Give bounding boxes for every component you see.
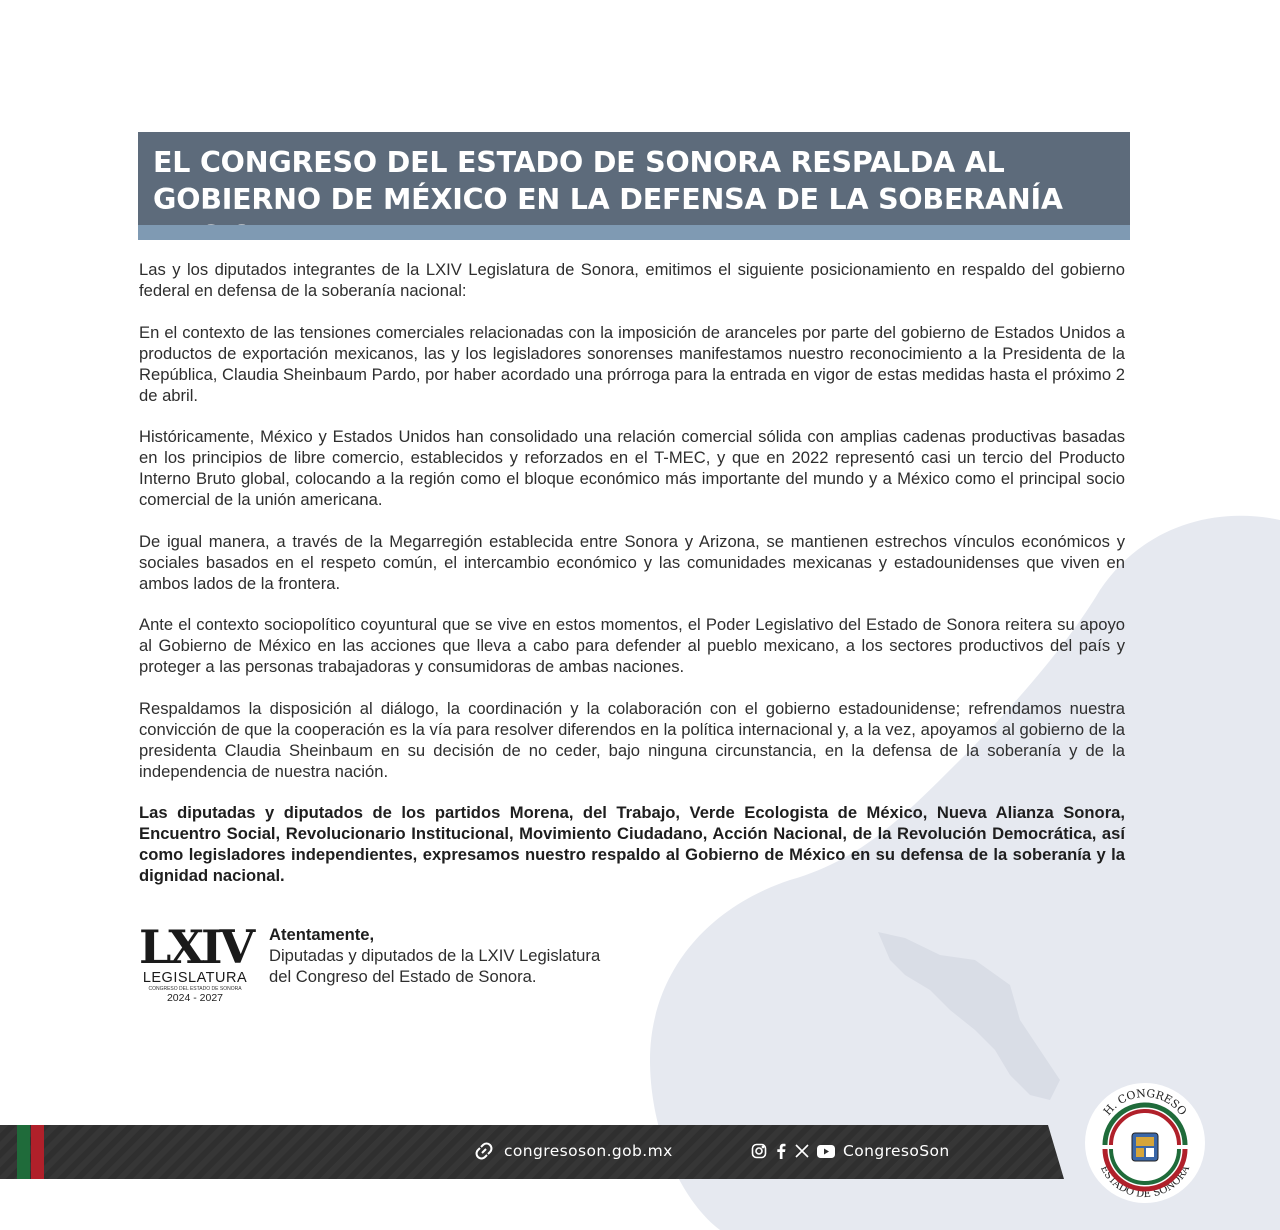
instagram-icon[interactable] bbox=[751, 1143, 767, 1159]
paragraph-closing: Las diputadas y diputados de los partidos Morena, del Trabajo, Verde Ecologista de México, Nueva Alianza Sonora, Encuentro Social, Revolucionario Institucional, Movimiento Ciudadano, Acción Nacional, de la Revolución Democrática, así como legisladores independientes, expresamos nuestro respaldo al Gobierno de México en su defensa de la soberanía y la dignidad nacional. bbox=[139, 803, 1125, 885]
website-url[interactable]: congresoson.gob.mx bbox=[504, 1142, 673, 1160]
signature-greeting: Atentamente, bbox=[269, 925, 375, 944]
statement-body bbox=[139, 259, 1125, 907]
paragraph-intro: Las y los diputados integrantes de la LXIV Legislatura de Sonora, emitimos el siguiente posicionamiento en respaldo del gobierno federal en defensa de la soberanía nacional: bbox=[139, 260, 1125, 300]
seal-bottom-text: ESTADO DE SONORA bbox=[1097, 1164, 1193, 1201]
youtube-icon[interactable] bbox=[817, 1145, 835, 1158]
link-icon bbox=[472, 1139, 496, 1163]
paragraph-dialogue: Respaldamos la disposición al diálogo, la coordinación y la colaboración con el gobierno estadounidense; refrendamos nuestra convicción de que la cooperación es la vía para resolver diferendos en la política internacional y, a la vez, apoyamos al gobierno de la presidenta Claudia Sheinbaum en su decisión de no ceder, bajo ninguna circunstancia, en la defensa de la soberanía y de la independencia de nuestra nación. bbox=[139, 698, 1125, 781]
logo-subtitle: CONGRESO DEL ESTADO DE SONORA bbox=[148, 986, 242, 992]
legislature-logo bbox=[139, 920, 253, 1006]
title-stripe bbox=[138, 225, 1130, 240]
signature-block bbox=[269, 924, 600, 987]
paragraph-megaregion: De igual manera, a través de la Megarregión establecida entre Sonora y Arizona, se mantienen estrechos vínculos económicos y sociales basados en el respeto común, el intercambio económico y las comunidades mexicanas y estadounidenses que viven en ambos lados de la frontera. bbox=[139, 531, 1125, 593]
social-handle[interactable]: CongresoSon bbox=[843, 1142, 950, 1160]
signature-line-2: del Congreso del Estado de Sonora. bbox=[269, 967, 537, 986]
logo-label: LEGISLATURA bbox=[142, 970, 248, 986]
congress-seal bbox=[1083, 1079, 1207, 1207]
facebook-icon[interactable] bbox=[775, 1143, 787, 1159]
paragraph-context: En el contexto de las tensiones comerciales relacionadas con la imposición de aranceles por parte del gobierno de Estados Unidos a productos de exportación mexicanos, las y los legisladores sonorenses manifestamos nuestro reconocimiento a la Presidenta de la República, Claudia Sheinbaum Pardo, por haber acordado una prórroga para la entrada en vigor de estas medidas hasta el próximo 2 de abril. bbox=[139, 322, 1125, 405]
footer-social[interactable] bbox=[751, 1142, 950, 1160]
paragraph-support: Ante el contexto sociopolítico coyuntural que se vive en estos momentos, el Poder Legislativo del Estado de Sonora reitera su apoyo al Gobierno de México en las acciones que lleva a cabo para defender al pueblo mexicano, a los sectores productivos del país y proteger a las personas trabajadoras y consumidoras de ambas naciones. bbox=[139, 615, 1125, 676]
signature-line-1: Diputadas y diputados de la LXIV Legislatura bbox=[269, 946, 601, 965]
paragraph-history: Históricamente, México y Estados Unidos han consolidado una relación comercial sólida con amplias cadenas productivas basadas en los principios de libre comercio, establecidos y reforzados en el T-MEC, y que en 2022 representó casi un tercio del Producto Interno Bruto global, colocando a la región como el bloque económico más importante del mundo y a México como el principal socio comercial de la unión americana. bbox=[139, 427, 1125, 509]
page-title: EL CONGRESO DEL ESTADO DE SONORA RESPALDA AL GOBIERNO DE MÉXICO EN LA DEFENSA DE LA SOBERANÍA bbox=[153, 146, 1063, 216]
seal-top-text: H. CONGRESO bbox=[1100, 1086, 1190, 1118]
x-icon[interactable] bbox=[795, 1144, 809, 1158]
title-banner bbox=[138, 132, 1130, 240]
footer-website[interactable] bbox=[472, 1139, 673, 1163]
logo-years: 2024 - 2027 bbox=[166, 992, 224, 1004]
logo-roman-numeral: LXIV bbox=[139, 920, 253, 974]
